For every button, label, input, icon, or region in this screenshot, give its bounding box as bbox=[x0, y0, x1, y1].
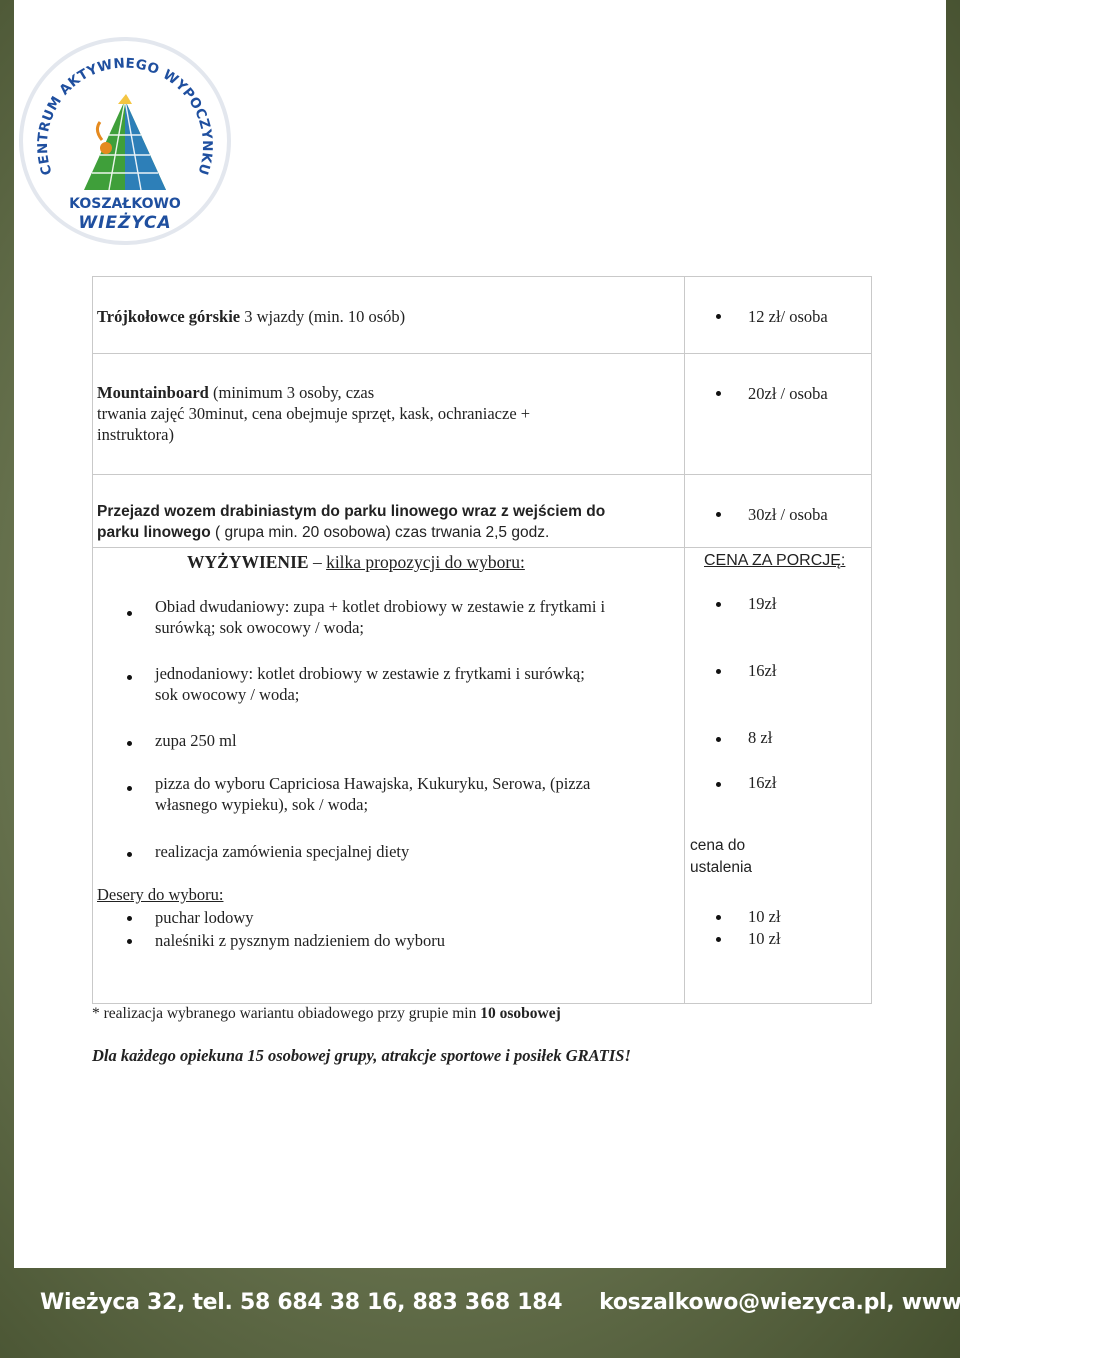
group-note-bold: 10 osobowej bbox=[480, 1005, 561, 1022]
logo bbox=[14, 30, 236, 252]
desserts-heading bbox=[97, 884, 223, 905]
price: 12 zł/ osoba bbox=[748, 307, 828, 326]
activity-details: 3 wjazdy (min. 10 osób) bbox=[240, 307, 406, 326]
food-heading-link: kilka propozycji do wyboru: bbox=[326, 552, 525, 572]
offer-table bbox=[92, 276, 872, 1004]
list-item bbox=[155, 596, 605, 638]
bullet bbox=[716, 737, 721, 742]
item-line: surówką; sok owocowy / woda; bbox=[155, 618, 364, 637]
bullet bbox=[127, 939, 132, 944]
group-note-text: * realizacja wybranego wariantu obiadowego przy grupie min bbox=[92, 1005, 481, 1022]
activity-name: Mountainboard bbox=[97, 383, 209, 402]
item-line: jednodaniowy: kotlet drobiowy w zestawie z frytkami i surówką; bbox=[155, 664, 585, 683]
gratis-note: Dla każdego opiekuna 15 osobowej grupy, atrakcje sportowe i posiłek GRATIS! bbox=[92, 1046, 631, 1065]
desserts-heading-text: Desery do wyboru: bbox=[97, 885, 224, 904]
table-row bbox=[93, 475, 871, 548]
row-price-cell bbox=[686, 277, 871, 353]
bullet bbox=[716, 512, 721, 517]
bullet bbox=[716, 602, 721, 607]
price-heading: CENA ZA PORCJĘ: bbox=[704, 552, 846, 569]
price-line: cena do bbox=[690, 837, 746, 854]
list-item bbox=[155, 730, 237, 751]
row-description-cell bbox=[93, 277, 685, 353]
list-item bbox=[155, 841, 409, 862]
food-list-cell bbox=[93, 548, 685, 1003]
bullet bbox=[716, 391, 721, 396]
price: 20zł / osoba bbox=[748, 384, 828, 403]
price: 16zł bbox=[748, 661, 777, 680]
table-row bbox=[93, 354, 871, 475]
food-heading bbox=[187, 552, 525, 573]
list-item bbox=[155, 663, 585, 705]
list-item: naleśniki z pysznym nadzieniem do wyboru bbox=[155, 931, 446, 950]
bullet bbox=[716, 915, 721, 920]
price: 10 zł bbox=[748, 907, 781, 926]
price: 19zł bbox=[748, 594, 777, 613]
item-line: własnego wypieku), sok / woda; bbox=[155, 795, 369, 814]
activity-details-line: instruktora) bbox=[97, 425, 174, 444]
footer-contact: Wieżyca 32, tel. 58 684 38 16, 883 368 184 koszalkowo@wiezyca.pl, www.wiezyca.pl bbox=[40, 1290, 1095, 1315]
food-price-cell bbox=[686, 548, 871, 1003]
row-description-cell bbox=[93, 475, 685, 547]
bullet bbox=[127, 675, 132, 680]
bullet bbox=[127, 916, 132, 921]
bullet bbox=[127, 852, 132, 857]
logo-line1: KOSZAŁKOWO bbox=[69, 196, 181, 212]
list-item bbox=[155, 773, 590, 815]
bullet bbox=[716, 314, 721, 319]
activity-details: (minimum 3 osoby, czas bbox=[208, 383, 375, 402]
activity-name: Przejazd wozem drabiniastym do parku linowego wraz z wejściem do bbox=[97, 503, 606, 520]
price: 30zł / osoba bbox=[748, 505, 828, 524]
price-to-be-set bbox=[690, 835, 752, 879]
row-description-cell bbox=[93, 354, 685, 474]
activity-details-line: trwania zajęć 30minut, cena obejmuje sprzęt, kask, ochraniacze + bbox=[97, 404, 531, 423]
group-note bbox=[92, 1004, 561, 1024]
row-price-cell bbox=[686, 354, 871, 474]
table-row bbox=[93, 277, 871, 354]
activity-name: Trójkołowce górskie bbox=[97, 307, 241, 326]
list-item: puchar lodowy bbox=[155, 908, 254, 927]
food-heading-bold: WYŻYWIENIE bbox=[187, 552, 309, 572]
price: 16zł bbox=[748, 773, 777, 792]
bullet bbox=[127, 611, 132, 616]
logo-arc-text: CENTRUM AKTYWNEGO WYPOCZYNKU bbox=[34, 55, 216, 178]
bullet bbox=[716, 669, 721, 674]
item-line: sok owocowy / woda; bbox=[155, 685, 300, 704]
item-line: realizacja zamówienia specjalnej diety bbox=[155, 842, 410, 861]
price: 8 zł bbox=[748, 728, 773, 747]
price: 10 zł bbox=[748, 929, 781, 948]
item-line: Obiad dwudaniowy: zupa + kotlet drobiowy w zestawie z frytkami i bbox=[155, 597, 606, 616]
bullet bbox=[127, 741, 132, 746]
bullet bbox=[127, 786, 132, 791]
food-heading-dash: – bbox=[308, 552, 327, 572]
logo-line2: WIEŻYCA bbox=[78, 213, 172, 233]
activity-details: ( grupa min. 20 osobowa) czas trwania 2,5 godz. bbox=[210, 524, 550, 541]
item-line: pizza do wyboru Capriciosa Hawajska, Kukuryku, Serowa, (pizza bbox=[155, 774, 591, 793]
food-row bbox=[93, 548, 871, 1003]
price-line: ustalenia bbox=[690, 859, 753, 876]
item-line: zupa 250 ml bbox=[155, 731, 237, 750]
bullet bbox=[716, 937, 721, 942]
row-price-cell bbox=[686, 475, 871, 547]
activity-name-cont: parku linowego bbox=[97, 524, 211, 541]
bullet bbox=[716, 782, 721, 787]
